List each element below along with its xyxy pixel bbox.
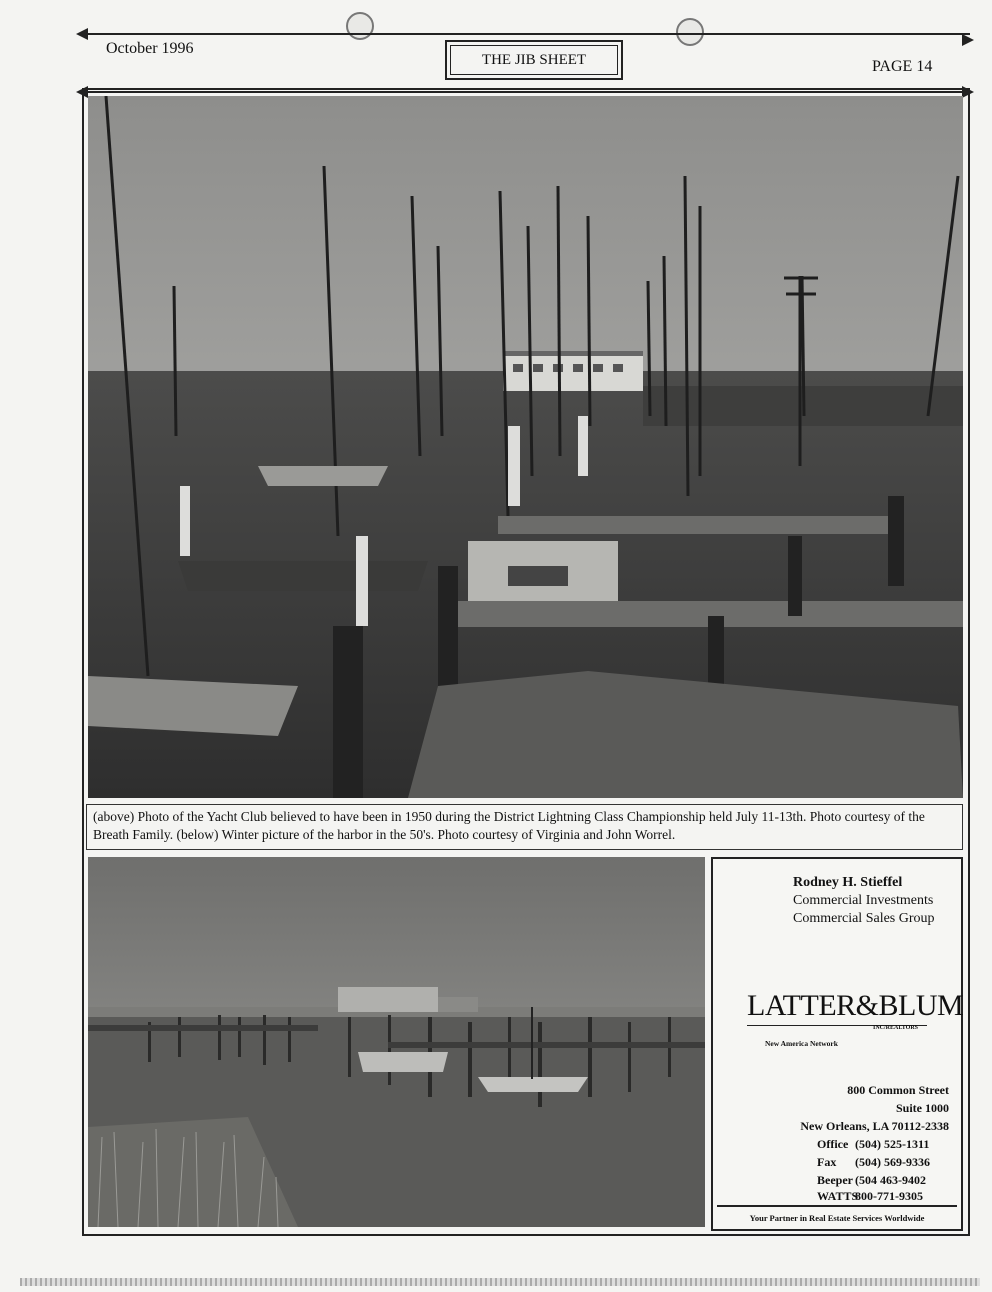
company-logo: LATTER&BLUM bbox=[747, 989, 964, 1022]
issue-date: October 1996 bbox=[106, 40, 194, 57]
address-line1: 800 Common Street bbox=[847, 1083, 949, 1097]
phone-label: Beeper bbox=[817, 1173, 853, 1187]
ad-divider bbox=[717, 1205, 957, 1207]
phone-value: (504) 525-1311 bbox=[855, 1137, 930, 1151]
agent-name: Rodney H. Stieffel bbox=[793, 875, 903, 890]
header-rule-top bbox=[86, 33, 970, 35]
phone-label: Office bbox=[817, 1137, 849, 1151]
page-number: PAGE 14 bbox=[872, 58, 933, 75]
photo-caption: (above) Photo of the Yacht Club believed to have been in 1950 during the District Lightning Class Championship held July 11-13th. Photo courtesy of the Breath Family. (below) Winter picture of the harbor in the 50's. Photo courtesy of Virginia and John Worrel. bbox=[86, 804, 963, 850]
logo-subtitle: INC/REALTORS bbox=[873, 1025, 919, 1031]
punch-hole-icon bbox=[346, 12, 374, 40]
winter-harbor-photo bbox=[88, 857, 705, 1227]
harbor-yacht-club-photo bbox=[88, 96, 963, 798]
arrow-left-icon bbox=[76, 28, 88, 40]
newsletter-title-box bbox=[445, 40, 623, 80]
newsletter-title: THE JIB SHEET bbox=[450, 45, 618, 75]
phone-value: (504 463-9402 bbox=[855, 1173, 926, 1187]
phone-label: Fax bbox=[817, 1155, 837, 1169]
arrow-right-icon bbox=[962, 34, 974, 46]
address-line3: New Orleans, LA 70112-2338 bbox=[800, 1119, 949, 1133]
network-name: New America Network bbox=[765, 1039, 838, 1048]
punch-hole-icon bbox=[676, 18, 704, 46]
phone-value: (504) 569-9336 bbox=[855, 1155, 930, 1169]
phone-label: WATTS bbox=[817, 1189, 859, 1203]
address-line2: Suite 1000 bbox=[895, 1101, 949, 1115]
phone-value: 800-771-9305 bbox=[855, 1189, 923, 1203]
scan-edge-strip bbox=[20, 1278, 980, 1286]
agent-title-line2: Commercial Sales Group bbox=[793, 911, 935, 926]
agent-title-line1: Commercial Investments bbox=[793, 893, 934, 908]
realtor-advertisement bbox=[711, 857, 963, 1231]
company-tagline: Your Partner in Real Estate Services Worldwide bbox=[749, 1213, 925, 1223]
